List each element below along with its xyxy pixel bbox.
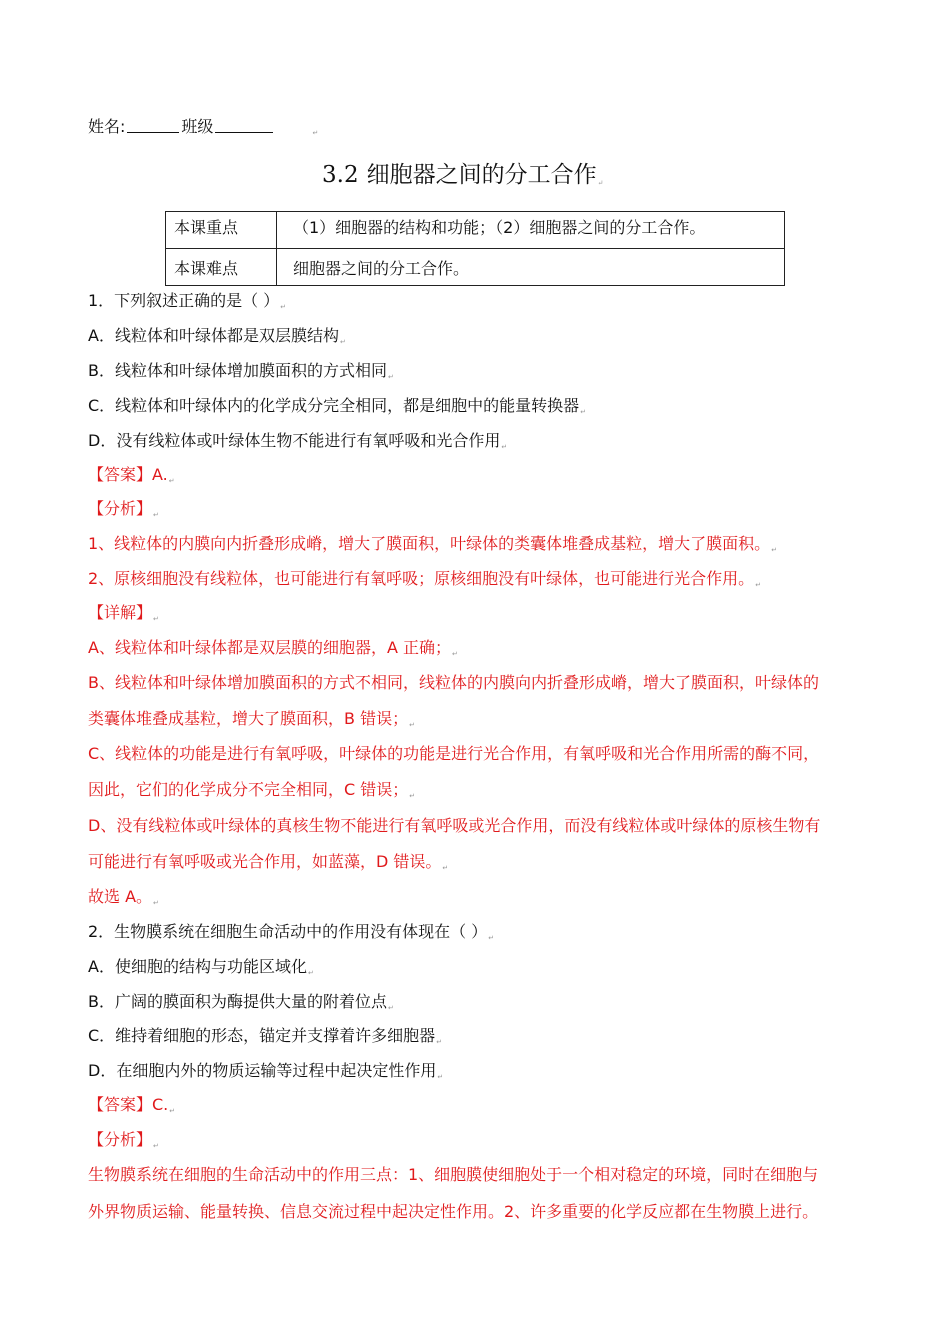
- table-row: [166, 212, 785, 249]
- focus-value: （1）细胞器的结构和功能；（2）细胞器之间的分工合作。: [277, 212, 785, 249]
- q1-detail-label: 【详解】↵: [88, 603, 159, 623]
- title-number: 3.2: [322, 162, 359, 188]
- q2-option-d: D．在细胞内外的物质运输等过程中起决定性作用↵: [88, 1061, 444, 1081]
- q2-answer: 【答案】C.↵: [88, 1095, 176, 1115]
- q1-option-a: A．线粒体和叶绿体都是双层膜结构↵: [88, 326, 346, 346]
- class-label: 班级: [181, 117, 214, 136]
- q1-option-b: B．线粒体和叶绿体增加膜面积的方式相同↵: [88, 361, 394, 381]
- focus-label: 本课重点: [166, 212, 277, 249]
- q1-analysis-label: 【分析】↵: [88, 499, 159, 519]
- q1-detail-line: D、没有线粒体或叶绿体的真核生物不能进行有氧呼吸或光合作用，而没有线粒体或叶绿体的原核生物有: [88, 816, 821, 835]
- title-text: 细胞器之间的分工合作: [366, 162, 597, 188]
- q1-stem: 1．下列叙述正确的是（ ）↵: [88, 291, 287, 311]
- q1-analysis-line: 1、线粒体的内膜向内折叠形成嵴，增大了膜面积，叶绿体的类囊体堆叠成基粒，增大了膜面积。↵: [88, 534, 778, 554]
- q2-option-c: C．维持着细胞的形态，锚定并支撑着许多细胞器↵: [88, 1026, 443, 1046]
- name-label: 姓名:: [88, 117, 126, 136]
- student-info-line: [88, 117, 318, 143]
- q1-detail-line: B、线粒体和叶绿体增加膜面积的方式不相同，线粒体的内膜向内折叠形成嵴，增大了膜面积，叶绿体的: [88, 673, 819, 692]
- q2-option-b: B．广阔的膜面积为酶提供大量的附着位点↵: [88, 992, 394, 1012]
- page-title: [322, 160, 603, 198]
- q1-detail-line: 类囊体堆叠成基粒，增大了膜面积，B 错误；↵: [88, 709, 415, 729]
- class-blank[interactable]: [215, 118, 273, 133]
- q1-analysis-line: 2、原核细胞没有线粒体，也可能进行有氧呼吸；原核细胞没有叶绿体，也可能进行光合作用。↵: [88, 569, 762, 589]
- difficulty-label: 本课难点: [166, 249, 277, 286]
- lesson-focus-table: [165, 211, 785, 286]
- q1-detail-line: 因此，它们的化学成分不完全相同，C 错误；↵: [88, 780, 416, 800]
- name-blank[interactable]: [127, 118, 179, 133]
- difficulty-value: 细胞器之间的分工合作。: [277, 249, 785, 286]
- q1-detail-line: A、线粒体和叶绿体都是双层膜的细胞器，A 正确；↵: [88, 638, 458, 658]
- q1-option-c: C．线粒体和叶绿体内的化学成分完全相同，都是细胞中的能量转换器↵: [88, 396, 587, 416]
- q1-conclusion: 故选 A。↵: [88, 887, 159, 907]
- paragraph-mark: ↵: [312, 129, 319, 137]
- q2-stem: 2．生物膜系统在细胞生命活动中的作用没有体现在（ ）↵: [88, 922, 495, 942]
- q2-analysis-line: 生物膜系统在细胞的生命活动中的作用三点：1、细胞膜使细胞处于一个相对稳定的环境，同时在细胞与: [88, 1165, 819, 1184]
- paragraph-mark: ↵: [597, 179, 604, 187]
- q1-answer: 【答案】A.↵: [88, 465, 175, 485]
- q2-analysis-line: 外界物质运输、能量转换、信息交流过程中起决定性作用。2、许多重要的化学反应都在生物膜上进行。: [88, 1202, 819, 1221]
- q2-option-a: A．使细胞的结构与功能区域化↵: [88, 957, 314, 977]
- table-row: [166, 249, 785, 286]
- q1-detail-line: 可能进行有氧呼吸或光合作用，如蓝藻，D 错误。↵: [88, 852, 449, 872]
- q2-analysis-label: 【分析】↵: [88, 1130, 159, 1150]
- q1-option-d: D．没有线粒体或叶绿体生物不能进行有氧呼吸和光合作用↵: [88, 431, 508, 451]
- q1-detail-line: C、线粒体的功能是进行有氧呼吸，叶绿体的功能是进行光合作用，有氧呼吸和光合作用所需的酶不同，: [88, 744, 820, 763]
